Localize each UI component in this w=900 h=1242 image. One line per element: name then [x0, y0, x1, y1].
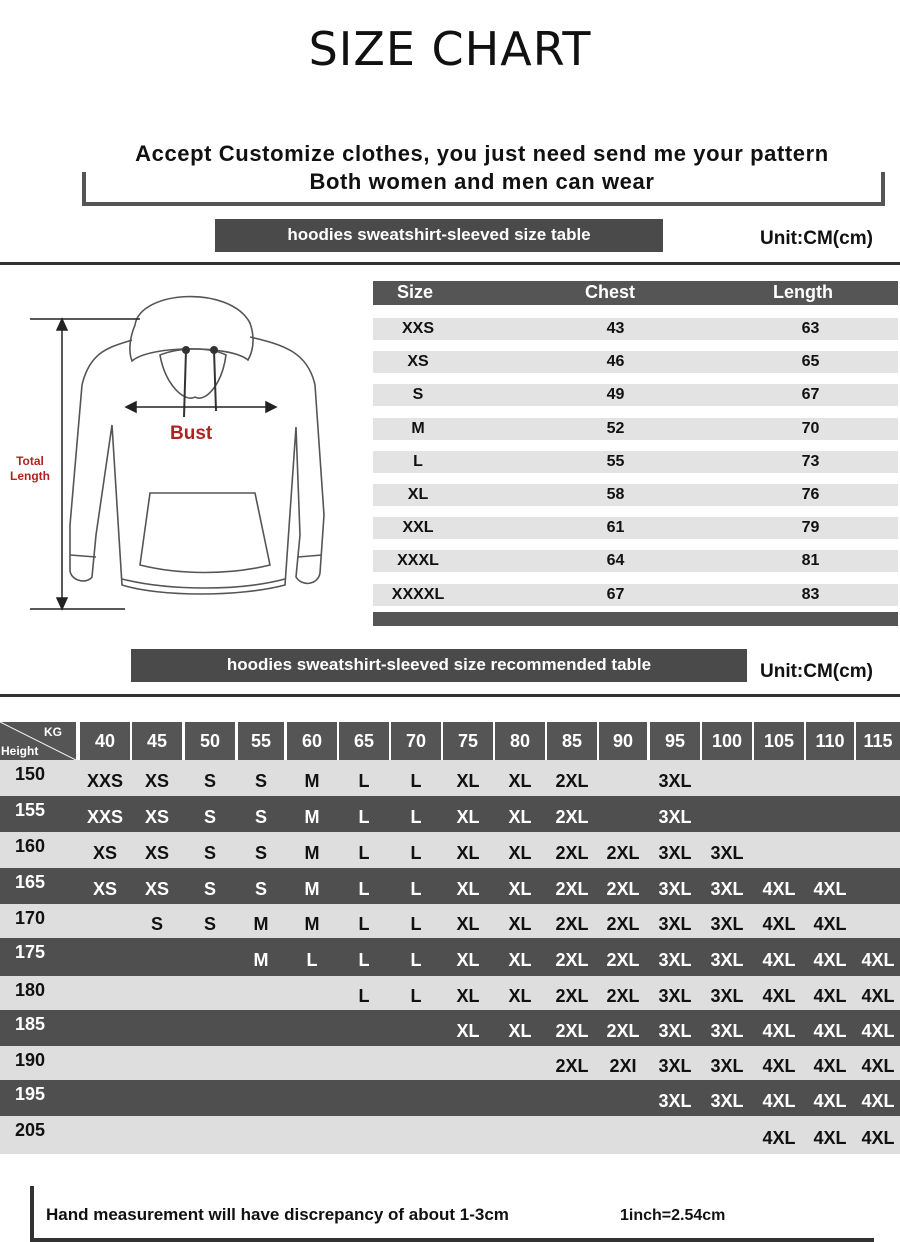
size-table-header — [373, 281, 898, 305]
height-cell: 175 — [14, 942, 46, 962]
size-recommendation-cell: M — [304, 771, 320, 791]
bust-arrow-head-right — [266, 402, 276, 412]
size-table-cell-size: XS — [407, 353, 429, 371]
size-recommendation-cell: S — [203, 879, 216, 899]
size-recommendation-cell: 3XL — [710, 914, 744, 934]
size-table-cell-chest: 58 — [606, 486, 625, 503]
size-table-cell-length: 73 — [801, 452, 820, 470]
size-table-cell-chest: 67 — [606, 585, 625, 603]
height-cell: 170 — [14, 908, 46, 928]
size-recommendation-cell: XXS — [86, 807, 124, 827]
size-recommendation-cell: S — [254, 807, 267, 827]
size-recommendation-cell: 2XL — [606, 1021, 640, 1041]
size-recommendation-cell: 4XL — [861, 986, 895, 1006]
size-recommendation-cell: L — [358, 843, 370, 863]
size-recommendation-cell: 3XL — [658, 986, 692, 1006]
size-recommendation-cell: 2XL — [555, 1056, 589, 1076]
size-recommendation-cell: 4XL — [762, 1021, 796, 1041]
size-table-cell-size: XXXL — [397, 552, 439, 570]
notice-text — [82, 140, 882, 196]
size-recommendation-cell: M — [253, 914, 269, 934]
divider-2 — [0, 694, 900, 697]
rec-table-row — [0, 938, 900, 976]
drawstring-eyelet-right — [211, 347, 217, 353]
size-recommendation-cell: XL — [456, 950, 480, 970]
size-recommendation-cell: L — [358, 879, 370, 899]
bust-label: Bust — [170, 423, 213, 444]
kg-header-cell: 100 — [702, 722, 752, 760]
rec-table-row — [0, 868, 900, 904]
size-recommendation-cell: 4XL — [861, 1021, 895, 1041]
size-recommendation-cell: XL — [456, 986, 480, 1006]
kg-header-cell: 105 — [754, 722, 804, 760]
size-table-unit: Unit:CM(cm) — [760, 228, 873, 249]
size-recommendation-cell: 4XL — [861, 1128, 895, 1148]
size-recommendation-cell: XL — [456, 914, 480, 934]
size-table-row — [373, 418, 898, 440]
height-cell: 205 — [14, 1120, 46, 1140]
size-table-row — [373, 351, 898, 373]
size-recommendation-cell: M — [304, 843, 320, 863]
size-recommendation-cell: 3XL — [658, 1091, 692, 1111]
kg-header-cell: 75 — [443, 722, 493, 760]
size-table-cell-length: 63 — [801, 320, 820, 337]
size-recommendation-cell: 3XL — [710, 1056, 744, 1076]
size-recommendation-cell: 2XL — [606, 914, 640, 934]
size-recommendation-cell: 2XL — [606, 879, 640, 899]
rec-table-header — [0, 722, 900, 760]
size-recommendation-cell: 4XL — [861, 1056, 895, 1076]
size-recommendation-cell: L — [358, 771, 370, 791]
col-size: Size — [397, 282, 434, 302]
size-recommendation-cell: 2XL — [606, 986, 640, 1006]
size-recommendation-cell: 2XL — [555, 879, 589, 899]
size-recommendation-cell: XL — [508, 879, 532, 899]
col-length: Length — [773, 282, 833, 302]
size-table-cell-chest: 52 — [606, 419, 625, 437]
rec-table-row — [0, 760, 900, 796]
kg-header-cell: 60 — [287, 722, 337, 760]
size-table-cell-length: 65 — [801, 353, 820, 371]
size-recommendation-cell: XL — [456, 1021, 480, 1041]
rec-table-row — [0, 1046, 900, 1080]
size-recommendation-cell: XL — [508, 986, 532, 1006]
size-table-row — [373, 384, 898, 406]
size-table-footer — [373, 612, 898, 626]
size-recommendation-cell: L — [410, 986, 422, 1006]
size-recommendation-cell: M — [304, 807, 320, 827]
size-recommendation-cell: S — [203, 914, 216, 934]
size-recommendation-cell: 4XL — [762, 879, 796, 899]
height-cell: 180 — [14, 980, 46, 1000]
kg-header-cell: 110 — [806, 722, 854, 760]
size-table-cell-length: 79 — [801, 519, 820, 537]
size-recommendation-cell: S — [254, 879, 267, 899]
size-recommendation-cell: S — [150, 914, 163, 934]
col-chest: Chest — [585, 282, 636, 302]
size-recommendation-cell: XL — [508, 843, 532, 863]
kg-header-cell: 40 — [80, 722, 130, 760]
size-recommendation-cell: XS — [144, 843, 169, 863]
size-recommendation-cell: XS — [92, 879, 117, 899]
size-table-cell-chest: 55 — [606, 452, 625, 470]
size-table-cell-length: 83 — [801, 585, 820, 603]
size-table-cell-size: XL — [407, 486, 429, 503]
size-recommendation-cell: 3XL — [658, 1056, 692, 1076]
size-recommendation-cell: S — [203, 807, 216, 827]
bust-arrow-head-left — [126, 402, 136, 412]
height-cell: 185 — [14, 1014, 46, 1034]
size-recommendation-cell: S — [203, 843, 216, 863]
rec-table-row — [0, 1080, 900, 1116]
size-recommendation-cell: 3XL — [710, 879, 744, 899]
size-recommendation-cell: XS — [144, 807, 169, 827]
total-length-label — [2, 454, 58, 484]
kg-header-cell: 80 — [495, 722, 545, 760]
size-recommendation-cell: 4XL — [762, 986, 796, 1006]
size-recommendation-cell: 3XL — [710, 843, 744, 863]
height-cell: 155 — [14, 800, 46, 820]
size-recommendation-cell: 4XL — [762, 950, 796, 970]
size-recommendation-cell: 2XL — [555, 843, 589, 863]
footer-conversion: 1inch=2.54cm — [620, 1207, 726, 1224]
size-recommendation-cell: 4XL — [762, 1056, 796, 1076]
size-recommendation-cell: 3XL — [658, 771, 692, 791]
hood-outline — [130, 297, 253, 361]
hem-line — [122, 579, 285, 588]
size-table-cell-size: XXS — [401, 320, 434, 337]
size-recommendation-cell: XL — [456, 807, 480, 827]
size-table-row — [373, 451, 898, 473]
size-recommendation-cell: 2XL — [555, 986, 589, 1006]
page-title: SIZE CHART — [308, 22, 592, 76]
size-recommendation-cell: 2XL — [555, 1021, 589, 1041]
size-recommendation-cell: XL — [456, 843, 480, 863]
size-table-cell-size: XXXXL — [391, 585, 445, 603]
size-recommendation-cell: S — [254, 771, 267, 791]
kg-header-cell: 50 — [185, 722, 235, 760]
size-recommendation-cell: 2XL — [555, 807, 589, 827]
size-table-cell-size: L — [413, 452, 423, 470]
size-recommendation-cell: 3XL — [710, 1091, 744, 1111]
size-table-cell-length: 81 — [801, 552, 820, 570]
size-recommendation-cell: 4XL — [813, 1128, 847, 1148]
kg-header-cell: 55 — [238, 722, 284, 760]
size-recommendation-cell: L — [306, 950, 318, 970]
kg-header-cell: 90 — [599, 722, 647, 760]
divider — [0, 262, 900, 265]
size-recommendation-cell: 4XL — [813, 1091, 847, 1111]
size-recommendation-cell: L — [410, 843, 422, 863]
height-cell: 190 — [14, 1050, 46, 1070]
size-recommendation-cell: 4XL — [813, 1056, 847, 1076]
size-table-cell-chest: 61 — [606, 519, 625, 537]
kg-header-cell: 95 — [650, 722, 700, 760]
size-recommendation-cell: 4XL — [813, 879, 847, 899]
size-recommendation-cell: XL — [456, 879, 480, 899]
size-recommendation-cell: L — [410, 807, 422, 827]
size-table-cell-length: 70 — [801, 419, 820, 437]
size-recommendation-cell: 4XL — [762, 1091, 796, 1111]
size-recommendation-cell: 2XL — [555, 950, 589, 970]
size-recommendation-cell: 4XL — [762, 1128, 796, 1148]
corner-height: Height — [1, 744, 39, 758]
size-recommendation-cell: 3XL — [710, 1021, 744, 1041]
rec-table-row — [0, 976, 900, 1010]
size-recommendation-cell: 2XI — [609, 1056, 637, 1076]
size-recommendation-cell: 3XL — [710, 986, 744, 1006]
size-table-row — [373, 550, 898, 572]
corner-kg: KG — [44, 725, 62, 739]
total-length-label-line-2: Length — [10, 469, 50, 483]
size-recommendation-cell: L — [410, 914, 422, 934]
pocket-outline — [140, 493, 270, 573]
rec-table-heading: hoodies sweatshirt-sleeved size recommended table — [131, 649, 747, 682]
rec-table-row — [0, 1116, 900, 1154]
footer-note: Hand measurement will have discrepancy of about 1-3cm — [46, 1205, 509, 1224]
rec-table-row — [0, 832, 900, 868]
rec-table-row — [0, 1010, 900, 1046]
size-recommendation-cell: L — [358, 950, 370, 970]
size-recommendation-cell: L — [410, 879, 422, 899]
size-table-cell-chest: 49 — [606, 386, 625, 404]
size-recommendation-cell: 4XL — [813, 986, 847, 1006]
notice-line-2: Both women and men can wear — [309, 169, 655, 194]
size-recommendation-cell: 3XL — [658, 914, 692, 934]
size-recommendation-cell: L — [358, 914, 370, 934]
size-recommendation-cell: XXS — [86, 771, 124, 791]
size-recommendation-cell: 4XL — [762, 914, 796, 934]
size-table-cell-chest: 46 — [606, 353, 625, 371]
size-recommendation-cell: XL — [508, 914, 532, 934]
size-recommendation-cell: 2XL — [555, 771, 589, 791]
size-recommendation-cell: 4XL — [813, 914, 847, 934]
size-recommendation-cell: 3XL — [710, 950, 744, 970]
size-recommendation-cell: L — [410, 771, 422, 791]
rec-table-row — [0, 796, 900, 832]
size-recommendation-cell: 4XL — [813, 950, 847, 970]
size-recommendation-cell: XL — [508, 1021, 532, 1041]
size-recommendation-cell: 2XL — [606, 950, 640, 970]
total-length-label-line-1: Total — [16, 454, 44, 468]
rec-table-unit: Unit:CM(cm) — [760, 661, 873, 682]
notice-line-1: Accept Customize clothes, you just need send me your pattern — [135, 141, 829, 166]
height-cell: 195 — [14, 1084, 46, 1104]
size-recommendation-cell: 2XL — [606, 843, 640, 863]
size-table-cell-chest: 64 — [606, 552, 625, 570]
size-table-row — [373, 517, 898, 539]
size-recommendation-cell: XS — [92, 843, 117, 863]
drawstring-right — [214, 350, 216, 411]
size-recommendation-cell: XL — [508, 807, 532, 827]
size-recommendation-cell: 3XL — [658, 807, 692, 827]
size-recommendation-cell: XS — [144, 879, 169, 899]
height-cell: 160 — [14, 836, 46, 856]
size-table-row — [373, 584, 898, 606]
size-recommendation-cell: S — [203, 771, 216, 791]
kg-header-cell: 115 — [856, 722, 900, 760]
size-recommendation-cell: 4XL — [861, 950, 895, 970]
length-arrow-head-top — [57, 319, 67, 330]
size-recommendation-cell: L — [410, 950, 422, 970]
kg-header-cell: 70 — [391, 722, 441, 760]
size-recommendation-cell: XL — [456, 771, 480, 791]
size-table-cell-length: 76 — [801, 486, 820, 503]
size-table-cell-size: XXL — [402, 519, 434, 537]
rec-table-row — [0, 904, 900, 938]
size-recommendation-cell: M — [304, 879, 320, 899]
size-table-heading: hoodies sweatshirt-sleeved size table — [215, 219, 663, 252]
size-table-row — [373, 484, 898, 506]
height-cell: 165 — [14, 872, 46, 892]
cuff-right — [298, 555, 322, 557]
size-recommendation-cell: XL — [508, 771, 532, 791]
cuff-left — [70, 555, 96, 557]
size-table-cell-length: 67 — [801, 386, 820, 404]
size-table-row — [373, 318, 898, 340]
size-recommendation-cell: XL — [508, 950, 532, 970]
hoodie-diagram — [0, 285, 360, 615]
size-recommendation-cell: 3XL — [658, 879, 692, 899]
size-recommendation-cell: M — [253, 950, 269, 970]
size-recommendation-cell: M — [304, 914, 320, 934]
kg-header-cell: 85 — [547, 722, 597, 760]
size-recommendation-cell: 3XL — [658, 843, 692, 863]
size-recommendation-cell: 4XL — [813, 1021, 847, 1041]
drawstring-eyelet-left — [183, 347, 189, 353]
size-recommendation-cell: L — [358, 986, 370, 1006]
size-table-cell-size: S — [412, 386, 424, 404]
size-recommendation-cell: 3XL — [658, 1021, 692, 1041]
length-arrow-head-bottom — [57, 598, 67, 609]
size-recommendation-cell: XS — [144, 771, 169, 791]
size-recommendation-cell: 4XL — [861, 1091, 895, 1111]
size-recommendation-cell: L — [358, 807, 370, 827]
height-cell: 150 — [14, 764, 46, 784]
kg-header-cell: 45 — [132, 722, 182, 760]
kg-header-cell: 65 — [339, 722, 389, 760]
size-recommendation-cell: 2XL — [555, 914, 589, 934]
size-table-cell-size: M — [411, 419, 425, 437]
size-recommendation-cell: S — [254, 843, 267, 863]
size-table-cell-chest: 43 — [606, 320, 625, 337]
body-outline — [70, 337, 324, 594]
size-recommendation-cell: 3XL — [658, 950, 692, 970]
